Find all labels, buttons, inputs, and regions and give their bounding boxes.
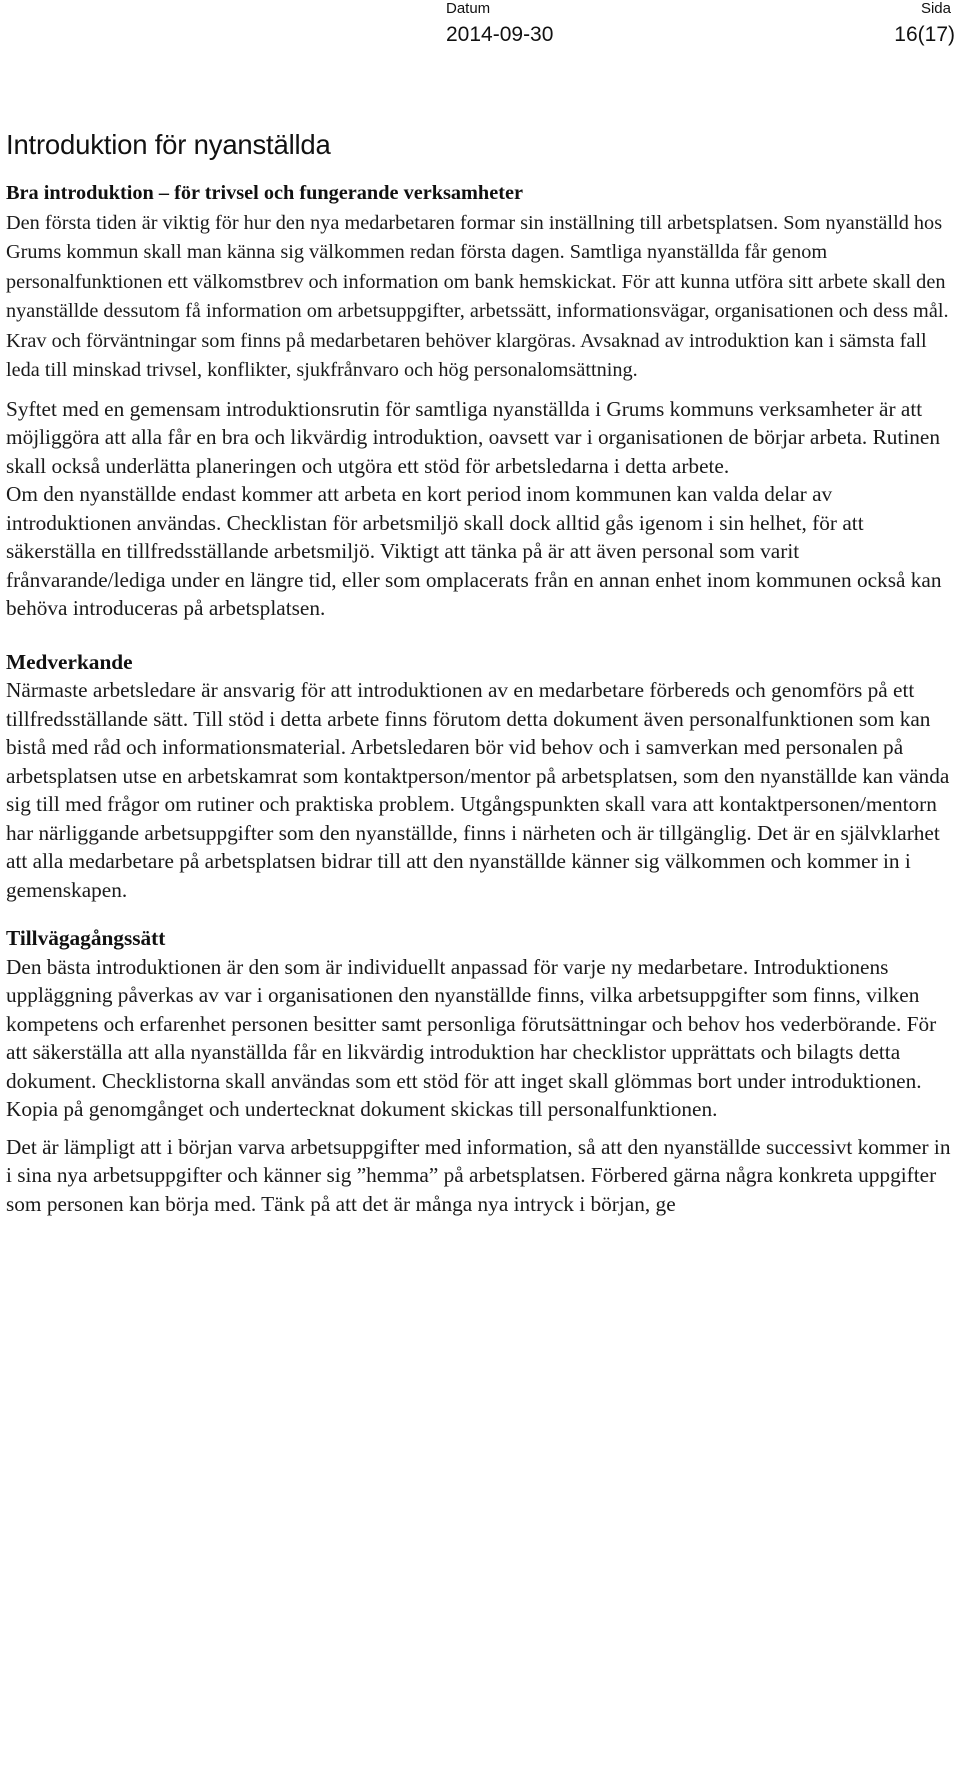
page-value: 16(17): [894, 23, 955, 46]
intro-heading: Bra introduktion – för trivsel och fungerande verksamheter: [6, 182, 523, 204]
date-label: Datum: [446, 0, 491, 17]
medverkande-heading: Medverkande: [6, 649, 133, 674]
tillvagagangssatt-paragraph-1: Den bästa introduktionen är den som är individuellt anpassad för varje ny medarbetare. Introduktionens uppläggning påverkas av var i organisationen den nyanställde finns, vilka arbetsuppgifter som finns, vilken kompetens och erfarenhet personen besitter samt personliga förutsättningar och behov hos vederbörande. För att säkerställa att alla nyanställda får en likvärdig introduktion har checklistor upprättats och bilagts detta dokument. Checklistorna skall användas som ett stöd för att inget skall glömmas bort under introduktionen. Kopia på genomgånget och undertecknat dokument skickas till personalfunktionen.: [6, 954, 937, 1121]
tillvagagangssatt-heading: Tillvägagångssätt: [6, 926, 166, 950]
tillvagagangssatt-paragraph-2: Det är lämpligt att i början varva arbetsuppgifter med information, så att den nyanställde successivt kommer in i sina nya arbetsuppgifter och känner sig ”hemma” på arbetsplatsen. Förbered gärna några konkreta uppgifter som personen kan börja med. Tänk på att det är många nya intryck i början, ge: [6, 1134, 951, 1216]
medverkande-paragraph: Närmaste arbetsledare är ansvarig för att introduktionen av en medarbetare förbereds och genomförs på ett tillfredsställande sätt. Till stöd i detta arbete finns förutom detta dokument även personalfunktionen som kan bistå med råd och informationsmaterial. Arbetsledaren bör vid behov och i samverkan med personalen på arbetsplatsen utse en arbetskamrat som kontaktperson/mentor på arbetsplatsen, som den nyanställde kan vända sig till med frågor om rutiner och praktiska problem. Utgångspunkten skall vara att kontaktpersonen/mentorn har närliggande arbetsuppgifter som den nyanställde, finns i närheten och är tillgänglig. Det är en självklarhet att alla medarbetare på arbetsplatsen bidrar till att den nyanställde känner sig välkommen och kommer in i gemenskapen.: [6, 678, 950, 902]
intro-paragraph-1: Den första tiden är viktig för hur den nya medarbetaren formar sin inställning till arbetsplatsen. Som nyanställd hos Grums kommun skall man känna sig välkommen redan första dagen. Samtliga nyanställda får genom personalfunktionen ett välkomstbrev och information om bank hemskickat. För att kunna utföra sitt arbete skall den nyanställde dessutom få information om arbetsuppgifter, arbetssätt, informationsvägar, organisationen och dess mål. Krav och förväntningar som finns på medarbetaren behöver klargöras. Avsaknad av introduktion kan i sämsta fall leda till minskad trivsel, konflikter, sjukfrånvaro och hög personalomsättning.: [6, 211, 949, 381]
intro-paragraph-2: Syftet med en gemensam introduktionsrutin för samtliga nyanställda i Grums kommuns verksamheter är att möjliggöra att alla får en bra och likvärdig introduktion, oavsett var i organisationen de börjar arbeta. Rutinen skall också underlätta planeringen och utgöra ett stöd för arbetsledarna i detta arbete.: [6, 396, 941, 478]
document-body: [6, 179, 951, 1218]
page-label: Sida: [920, 0, 951, 17]
intro-paragraph-3: Om den nyanställde endast kommer att arbeta en kort period inom kommunen kan valda delar av introduktionen användas. Checklistan för arbetsmiljö skall dock alltid gås igenom i sin helhet, för att säkerställa en tillfredsställande arbetsmiljö. Viktigt att tänka på är att även personal som varit frånvarande/lediga under en längre tid, eller som omplacerats från en annan enhet inom kommunen också kan behöva introduceras på arbetsplatsen.: [6, 482, 942, 620]
header-date: [446, 0, 553, 48]
date-value: 2014-09-30: [446, 23, 554, 46]
page-title: Introduktion för nyanställda: [6, 129, 331, 160]
header-page-number: [883, 0, 955, 48]
